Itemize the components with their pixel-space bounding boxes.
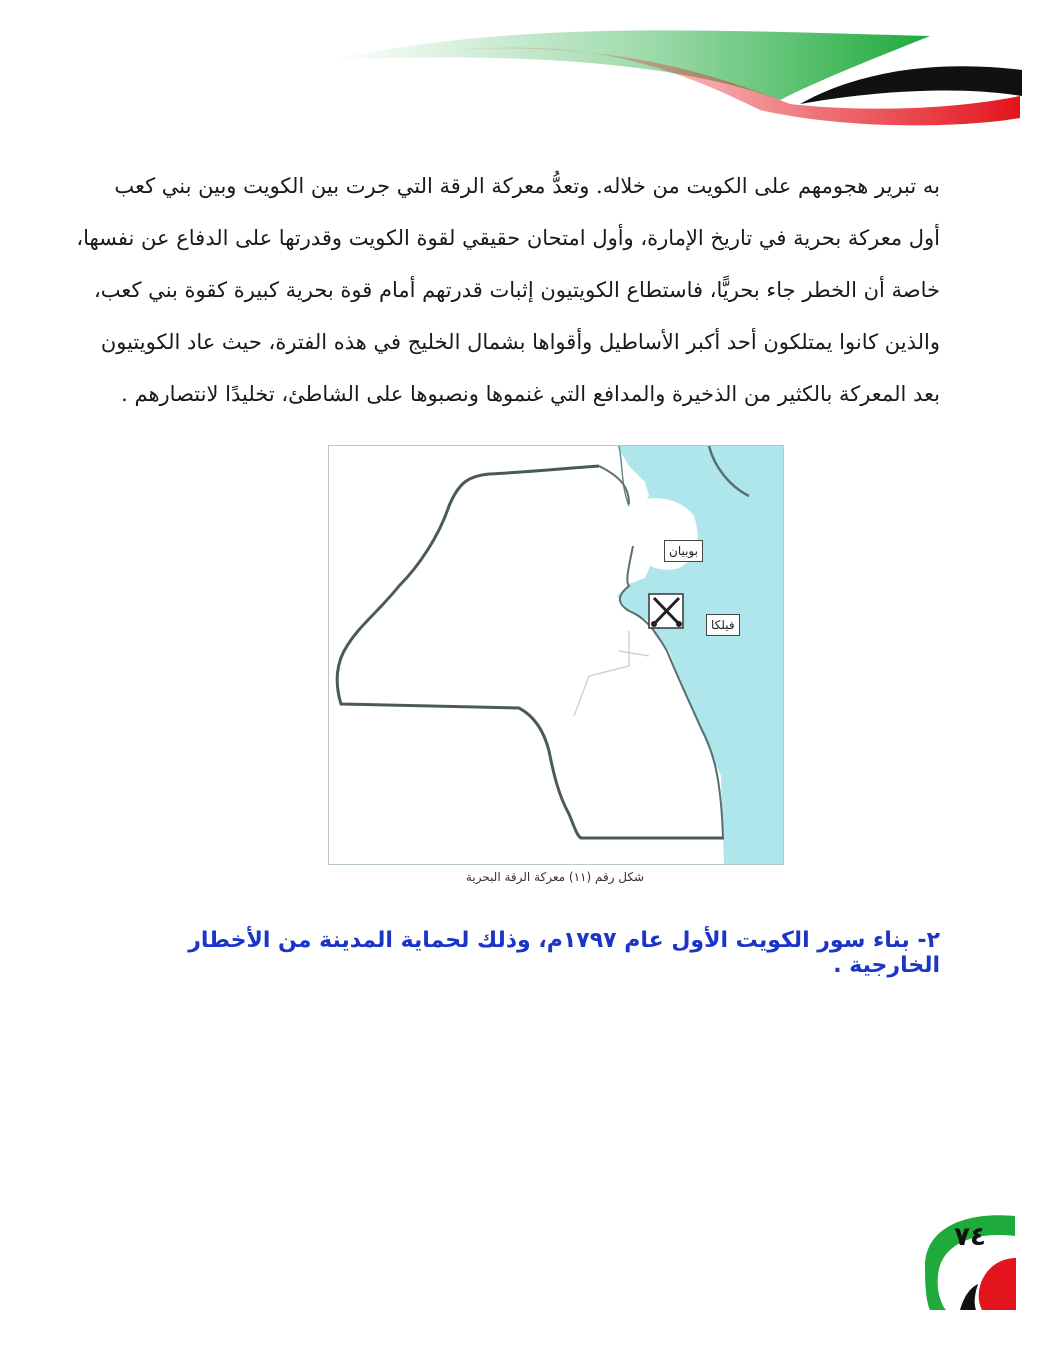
map-label-failaka: فيلكا [706,614,740,636]
section-heading: ٢- بناء سور الكويت الأول عام ١٧٩٧م، وذلك لحماية المدينة من الأخطار الخارجية . [188,928,940,978]
kuwait-map-figure [328,445,784,865]
page-number: ٧٤ [954,1222,986,1252]
body-paragraph [76,160,940,420]
paragraph-line: والذين كانوا يمتلكون أحد أكبر الأساطيل وأقواها بشمال الخليج في هذه الفترة، حيث عاد الكويتيون [100,330,940,354]
paragraph-line: به تبرير هجومهم على الكويت من خلاله. وتعدُّ معركة الرقة التي جرت بين الكويت وبين بني كعب [114,174,940,198]
crossed-swords-icon [649,594,683,628]
kuwait-map [329,446,783,864]
figure-caption: شكل رقم (١١) معركة الرقة البحرية [465,870,645,884]
paragraph-line: خاصة أن الخطر جاء بحريًّا، فاستطاع الكويتيون إثبات قدرتهم أمام قوة بحرية كبيرة كقوة بني كعب، [93,278,940,302]
flag-swoosh-decoration [0,0,1062,140]
paragraph-line: بعد المعركة بالكثير من الذخيرة والمدافع التي غنموها ونصبوها على الشاطئ، تخليدًا لانتصارهم . [121,382,940,406]
paragraph-line: أول معركة بحرية في تاريخ الإمارة، وأول امتحان حقيقي لقوة الكويت وقدرتها على الدفاع عن نفسها، [76,226,940,250]
map-label-bubiyan: بوبيان [664,540,703,562]
